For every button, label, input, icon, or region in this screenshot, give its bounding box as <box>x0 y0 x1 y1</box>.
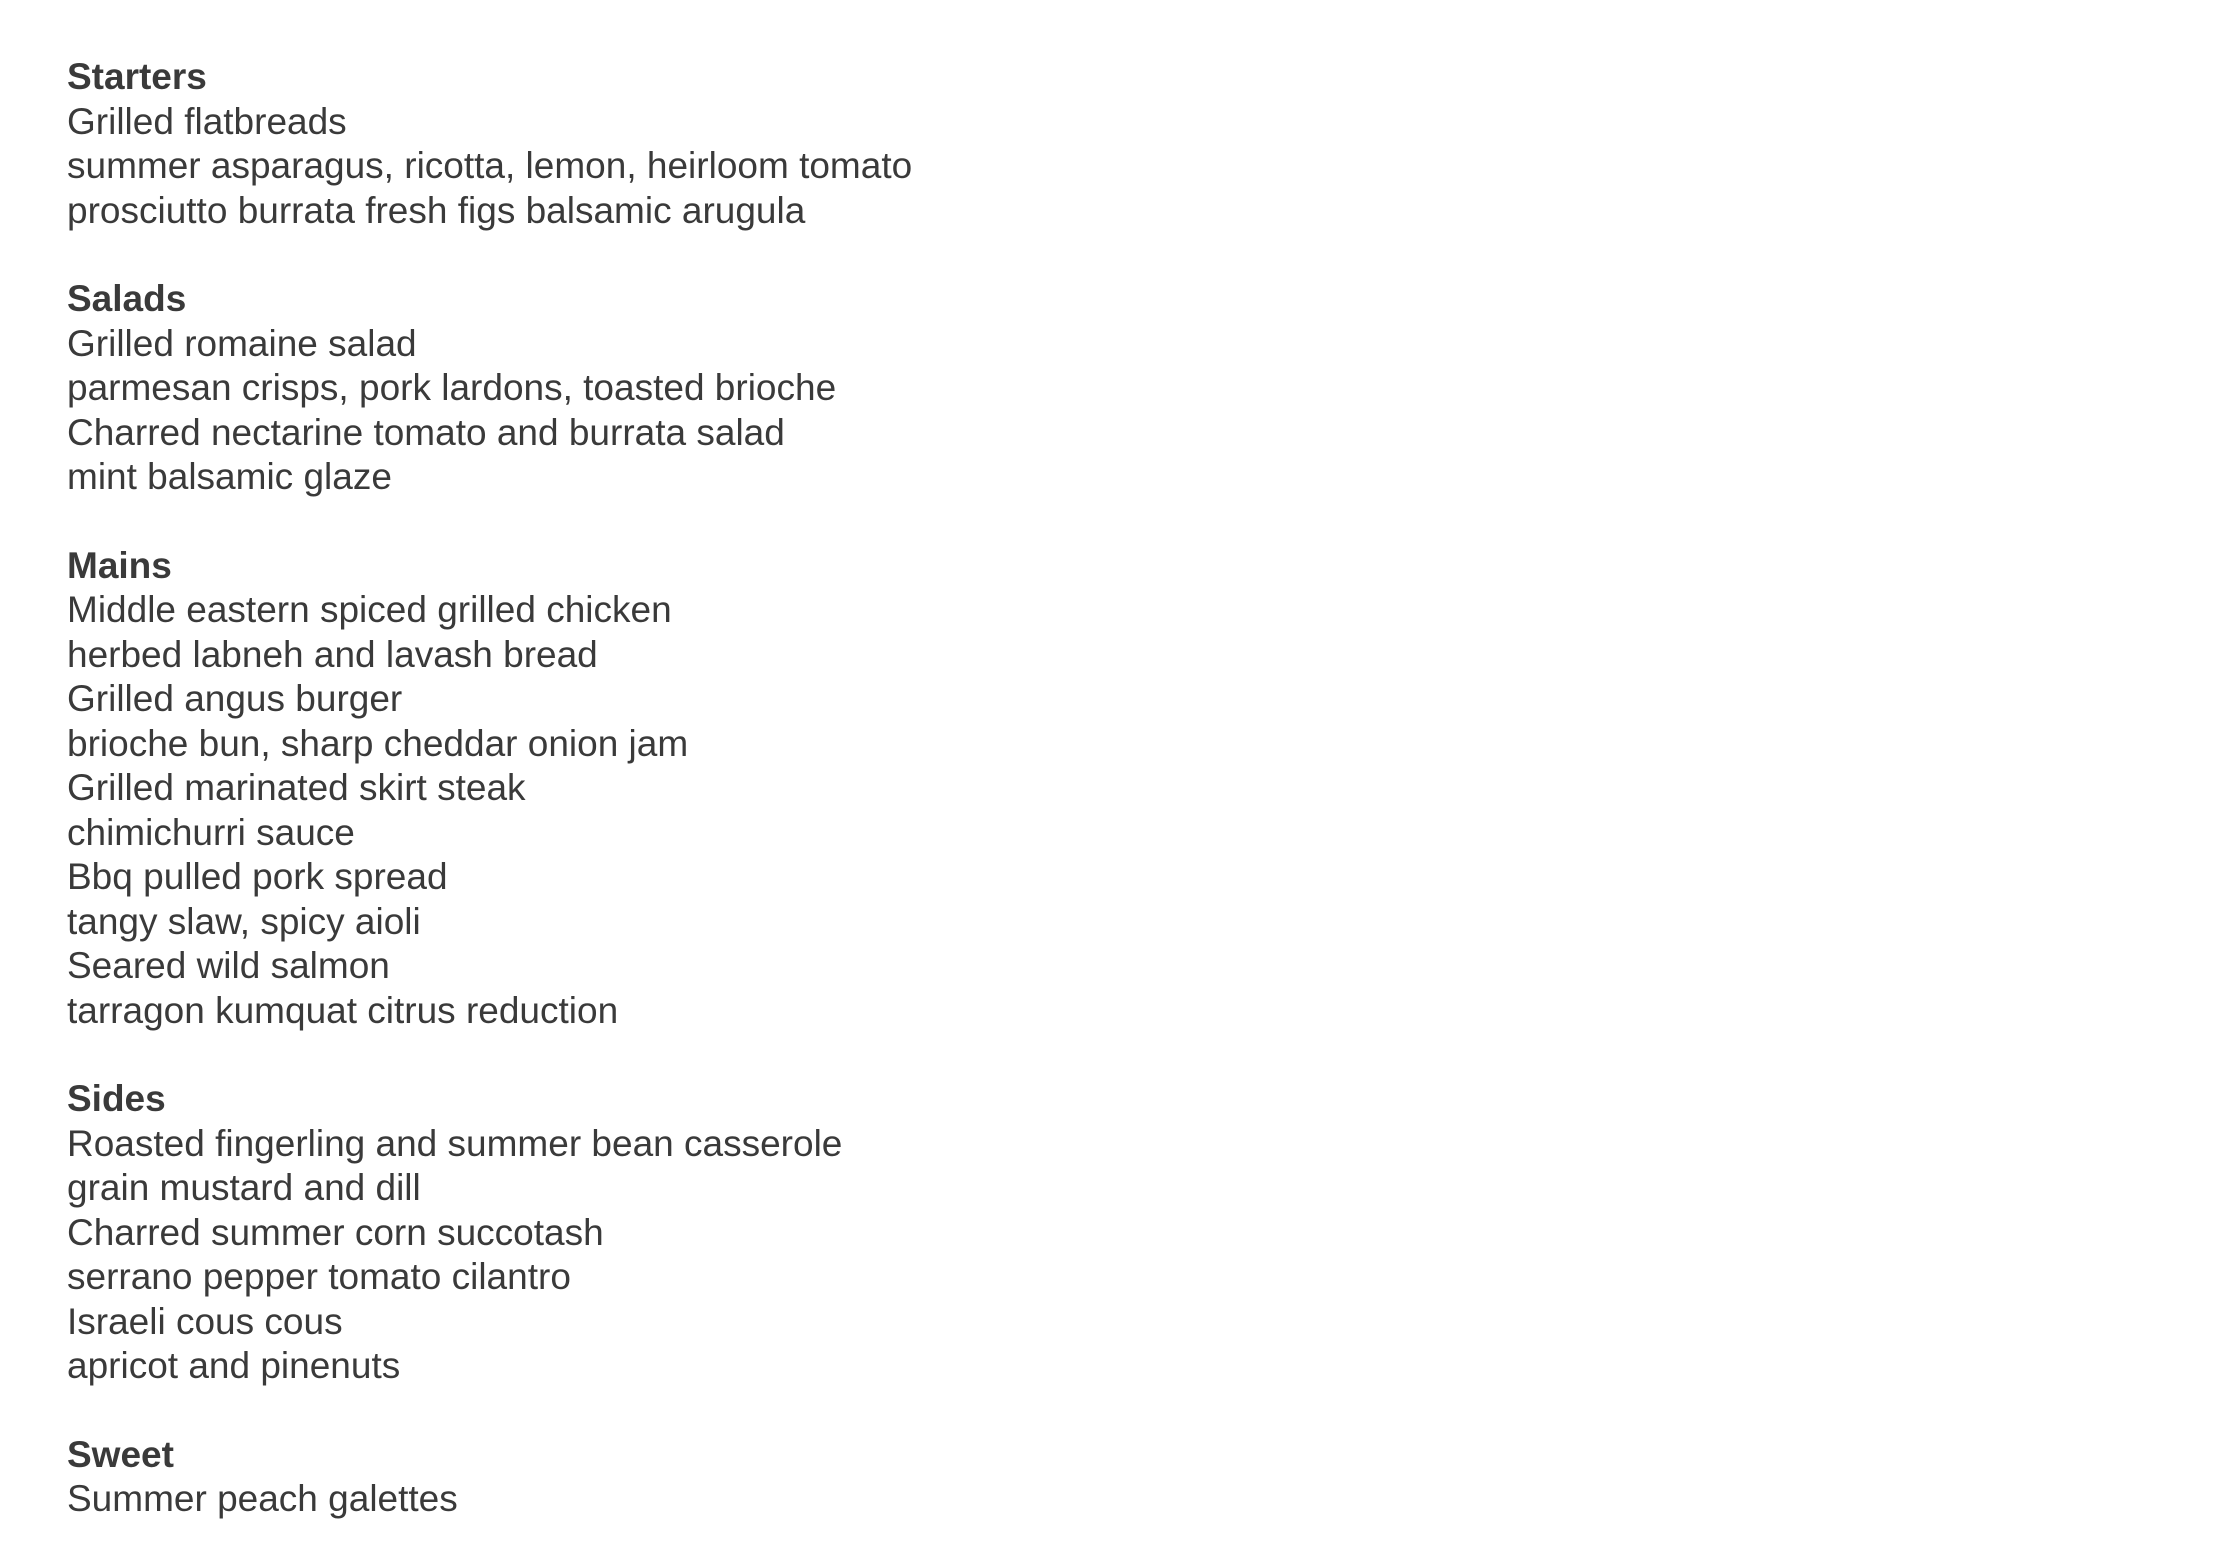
section-heading-starters: Starters <box>67 56 207 97</box>
section-starters <box>67 55 1467 233</box>
menu-item-line: apricot and pinenuts <box>67 1345 401 1386</box>
menu-item-line: chimichurri sauce <box>67 811 355 853</box>
menu-item-line: mint balsamic glaze <box>67 456 392 497</box>
menu-item-line: tangy slaw, spicy aioli <box>67 900 421 942</box>
section-heading-sweet: Sweet <box>67 1433 174 1475</box>
menu-item-line: summer asparagus, ricotta, lemon, heirloom tomato <box>67 145 913 186</box>
menu-item-line: Bbq pulled pork spread <box>67 856 448 897</box>
menu-item-line: Middle eastern spiced grilled chicken <box>67 589 672 630</box>
menu-item-line: parmesan crisps, pork lardons, toasted brioche <box>67 367 837 408</box>
section-mains <box>67 544 1467 1034</box>
section-sides <box>67 1077 1467 1389</box>
menu-item-line: Charred nectarine tomato and burrata salad <box>67 411 785 453</box>
menu-item-line: Roasted fingerling and summer bean casserole <box>67 1122 843 1164</box>
menu-item-line: Grilled romaine salad <box>67 322 417 364</box>
menu-item-line: Seared wild salmon <box>67 945 390 986</box>
section-sweet <box>67 1433 1467 1522</box>
menu-item-line: herbed labneh and lavash bread <box>67 633 598 675</box>
menu-item-line: Grilled marinated skirt steak <box>67 767 526 808</box>
menu-item-line: Grilled angus burger <box>67 678 403 719</box>
menu-item-line: prosciutto burrata fresh figs balsamic arugula <box>67 189 806 231</box>
menu-document <box>67 55 1467 1566</box>
menu-item-line: Summer peach galettes <box>67 1478 458 1519</box>
section-heading-mains: Mains <box>67 544 172 586</box>
menu-item-line: grain mustard and dill <box>67 1167 421 1208</box>
menu-item-line: serrano pepper tomato cilantro <box>67 1256 571 1297</box>
menu-item-line: Israeli cous cous <box>67 1300 343 1342</box>
section-salads <box>67 277 1467 500</box>
section-heading-salads: Salads <box>67 278 187 319</box>
menu-item-line: Charred summer corn succotash <box>67 1211 604 1253</box>
menu-item-line: brioche bun, sharp cheddar onion jam <box>67 722 689 764</box>
section-heading-sides: Sides <box>67 1078 166 1119</box>
menu-item-line: tarragon kumquat citrus reduction <box>67 989 619 1031</box>
menu-item-line: Grilled flatbreads <box>67 100 347 142</box>
